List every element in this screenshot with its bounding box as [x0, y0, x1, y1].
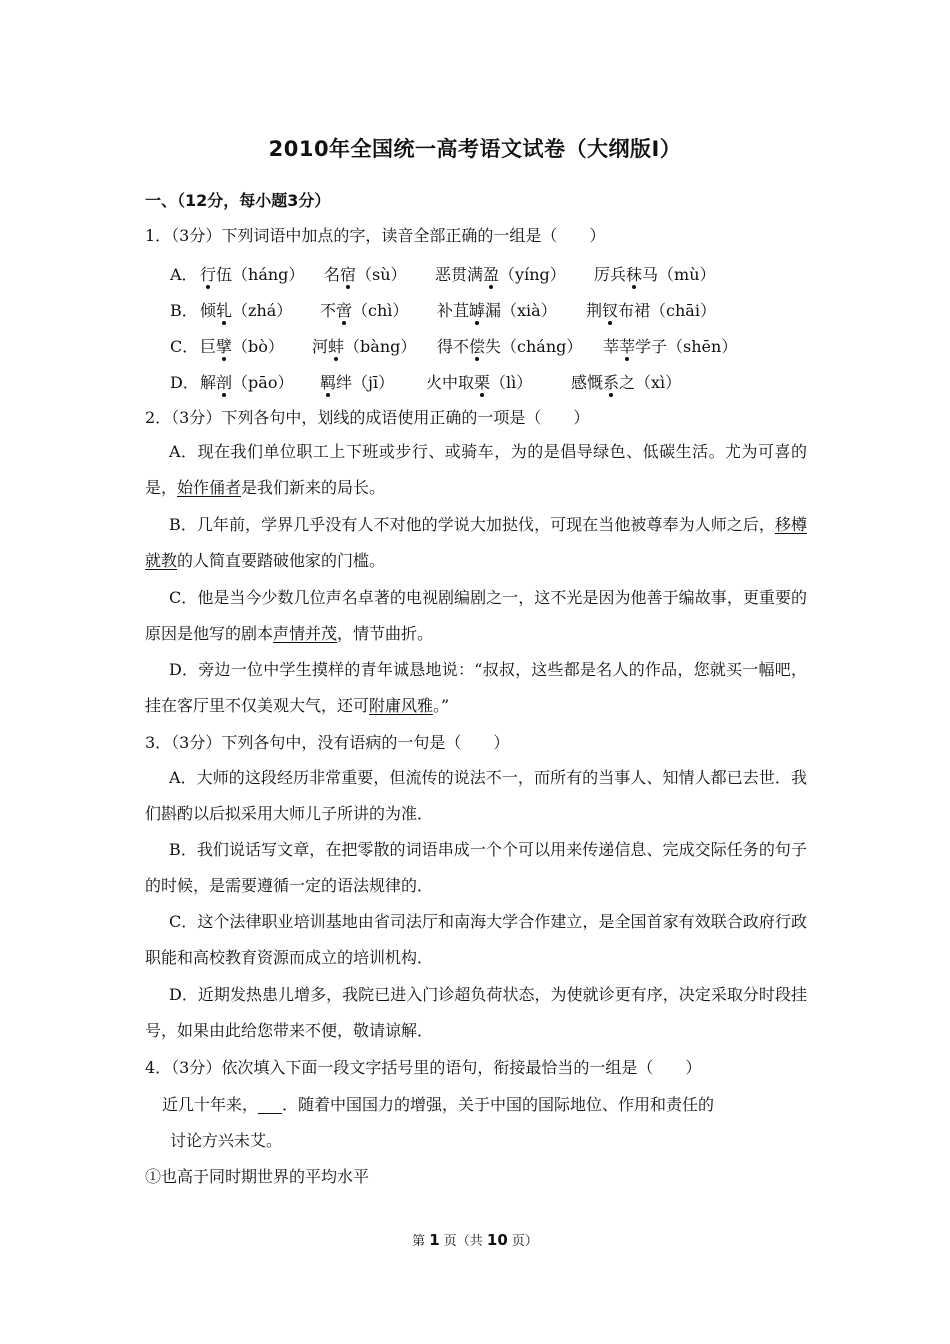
option-word: 莘莘学子（shēn） [603, 337, 738, 356]
q4-passage-line2: 讨论方兴未艾。 [170, 1131, 283, 1150]
q3-option-a: A．大师的这段经历非常重要，但流传的说法不一，而所有的当事人、知情人都已去世．我们斟酌以后拟采用大师儿子所讲的为准． [145, 768, 807, 823]
q2-option-b: B．几年前，学界几乎没有人不对他的学说大加挞伐，可现在当他被尊奉为人师之后，移樽就教的人简直要踏破他家的门槛。 [145, 515, 807, 570]
total-pages: 10 [486, 1231, 508, 1249]
underlined-idiom: 附庸风雅 [369, 696, 434, 715]
q3-option-b: B．我们说话写文章，在把零散的词语串成一个个可以用来传递信息、完成交际任务的句子的时候，是需要遵循一定的语法规律的． [145, 840, 807, 895]
q4-stem: 4．（3分）依次填入下面一段文字括号里的语句，衔接最恰当的一组是（ ） [145, 1058, 702, 1077]
option-label: D． [170, 373, 199, 392]
underlined-idiom: 移樽就教 [145, 515, 807, 570]
q2-option-d: D．旁边一位中学生摸样的青年诚恳地说：“叔叔，这些都是名人的作品，您就买一幅吧，挂在客厅里不仅美观大气，还可附庸风雅。” [145, 660, 807, 715]
option-label: A． [170, 265, 198, 284]
underlined-idiom: 声情并茂 [273, 624, 338, 643]
option-word: 名宿（sù） [324, 265, 407, 284]
q1-stem: 1．（3分）下列词语中加点的字，读音全部正确的一组是（ ） [145, 226, 606, 245]
option-word: 行伍（háng） [200, 265, 305, 284]
option-word: 解剖（pāo） [200, 373, 294, 392]
page-footer: 第 1 页（共 10 页） [412, 1231, 538, 1249]
page-number: 1 [429, 1231, 440, 1249]
option-word: 火中取栗（lì） [426, 373, 533, 392]
option-word: 恶贯满盈（yíng） [435, 265, 566, 284]
q3-option-d: D．近期发热患儿增多，我院已进入门诊超负荷状态，为使就诊更有序，决定采取分时段挂号，如果由此给您带来不便，敬请谅解． [145, 985, 807, 1040]
option-word: 荆钗布裙（chāi） [586, 301, 716, 320]
q2-option-a: A．现在我们单位职工上下班或步行、或骑车，为的是倡导绿色、低碳生活。尤为可喜的是，始作俑者是我们新来的局长。 [145, 442, 807, 497]
q2-option-c: C．他是当今少数几位声名卓著的电视剧编剧之一，这不光是因为他善于编故事，更重要的原因是他写的剧本声情并茂，情节曲折。 [145, 588, 807, 643]
option-label: C． [170, 337, 199, 356]
page-title: 2010年全国统一高考语文试卷（大纲版Ⅰ） [268, 137, 682, 161]
option-word: 羁绊（jī） [320, 373, 395, 392]
blank: ___ [258, 1095, 283, 1114]
q3-option-c: C．这个法律职业培训基地由省司法厅和南海大学合作建立，是全国首家有效联合政府行政职能和高校教育资源而成立的培训机构． [145, 912, 807, 967]
option-word: 巨擘（bò） [200, 337, 284, 356]
underlined-idiom: 始作俑者 [177, 478, 242, 497]
q2-stem: 2．（3分）下列各句中，划线的成语使用正确的一项是（ ） [145, 408, 590, 427]
option-word: 倾轧（zhá） [200, 301, 293, 320]
q3-stem: 3．（3分）下列各句中，没有语病的一句是（ ） [145, 733, 510, 752]
option-word: 感慨系之（xì） [571, 373, 682, 392]
option-word: 厉兵秣马（mù） [594, 265, 716, 284]
option-word: 不啻（chì） [320, 301, 409, 320]
option-word: 得不偿失（cháng） [437, 337, 583, 356]
option-label: B． [170, 301, 198, 320]
option-word: 河蚌（bàng） [312, 337, 417, 356]
section-heading: 一、（12分，每小题3分） [145, 191, 331, 210]
q4-passage-line1: 近几十年来，___．随着中国国力的增强，关于中国的国际地位、作用和责任的 [162, 1095, 715, 1114]
q4-item-1: ①也高于同时期世界的平均水平 [145, 1167, 370, 1186]
option-word: 补苴罅漏（xià） [437, 301, 557, 320]
